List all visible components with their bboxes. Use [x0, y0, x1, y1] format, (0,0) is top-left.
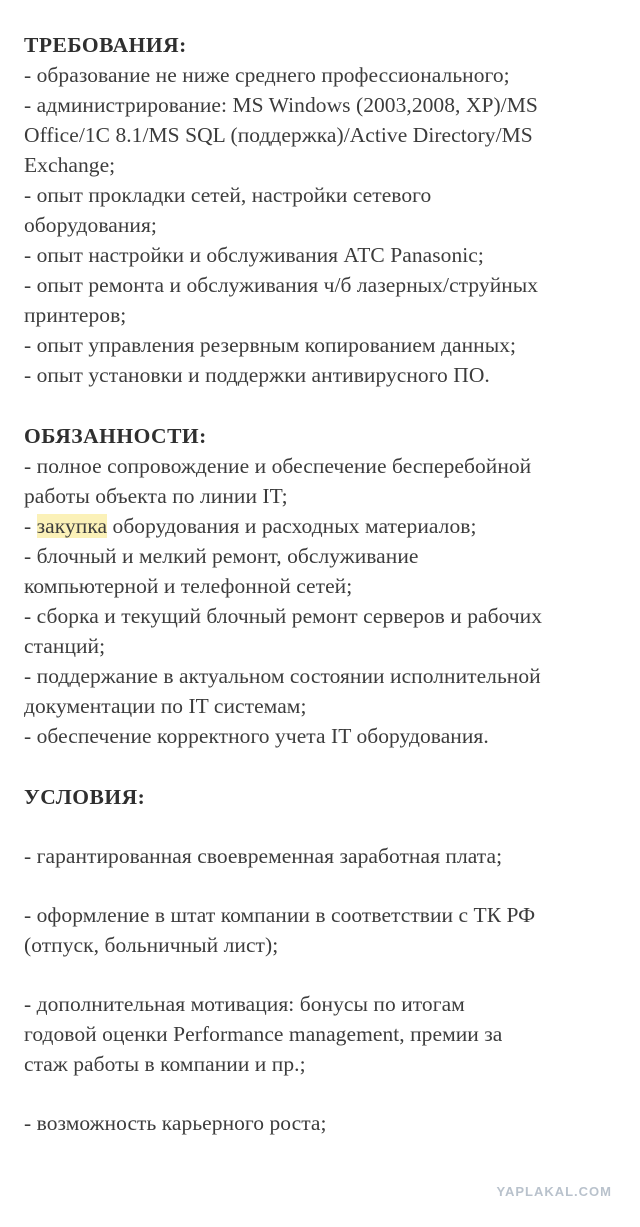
- conditions-line: - оформление в штат компании в соответствии с ТК РФ: [24, 903, 536, 927]
- duties-line: документации по IT системам;: [24, 694, 307, 718]
- duties-line: - сборка и текущий блочный ремонт серверов и рабочих: [24, 604, 543, 628]
- conditions-heading: УСЛОВИЯ:: [24, 785, 146, 809]
- conditions-line: стаж работы в компании и пр.;: [24, 1052, 306, 1076]
- duties-line: - полное сопровождение и обеспечение бесперебойной: [24, 454, 532, 478]
- duties-line: - блочный и мелкий ремонт, обслуживание: [24, 544, 419, 568]
- requirements-line: - опыт установки и поддержки антивирусного ПО.: [24, 363, 490, 387]
- duties-heading: ОБЯЗАННОСТИ:: [24, 424, 207, 448]
- paragraph-spacer: [24, 812, 624, 841]
- requirements-line: оборудования;: [24, 213, 157, 237]
- section-spacer: [24, 390, 624, 421]
- requirements-heading: ТРЕБОВАНИЯ:: [24, 33, 187, 57]
- duties-line-rest: оборудования и расходных материалов;: [107, 514, 477, 538]
- conditions-line: - дополнительная мотивация: бонусы по итогам: [24, 992, 465, 1016]
- paragraph-spacer: [24, 871, 624, 900]
- duties-line: - поддержание в актуальном состоянии исполнительной: [24, 664, 541, 688]
- duties-line: станций;: [24, 634, 106, 658]
- highlighted-word: закупка: [36, 514, 108, 538]
- site-watermark: YAPLAKAL.COM: [496, 1184, 612, 1199]
- requirements-line: принтеров;: [24, 303, 127, 327]
- requirements-line: - администрирование: MS Windows (2003,2008, XP)/MS: [24, 93, 538, 117]
- vacancy-document: [24, 30, 624, 1138]
- section-spacer: [24, 751, 624, 782]
- conditions-line: (отпуск, больничный лист);: [24, 933, 279, 957]
- conditions-line: - гарантированная своевременная заработная плата;: [24, 844, 503, 868]
- paragraph-spacer: [24, 960, 624, 989]
- duties-line: компьютерной и телефонной сетей;: [24, 574, 353, 598]
- duties-line: - обеспечение корректного учета IT оборудования.: [24, 724, 489, 748]
- duties-line-highlighted: [24, 511, 624, 541]
- requirements-line: - опыт управления резервным копированием данных;: [24, 333, 517, 357]
- requirements-line: - опыт ремонта и обслуживания ч/б лазерных/струйных: [24, 273, 539, 297]
- requirements-line: - опыт настройки и обслуживания АТС Panasonic;: [24, 243, 484, 267]
- requirements-line: Exchange;: [24, 153, 116, 177]
- requirements-line: Office/1C 8.1/MS SQL (поддержка)/Active Directory/MS: [24, 123, 533, 147]
- duties-line: работы объекта по линии IT;: [24, 484, 288, 508]
- paragraph-spacer: [24, 1079, 624, 1108]
- requirements-line: - образование не ниже среднего профессионального;: [24, 63, 510, 87]
- duties-line-prefix: -: [24, 514, 37, 538]
- conditions-line: - возможность карьерного роста;: [24, 1111, 327, 1135]
- requirements-line: - опыт прокладки сетей, настройки сетевого: [24, 183, 432, 207]
- conditions-line: годовой оценки Performance management, премии за: [24, 1022, 503, 1046]
